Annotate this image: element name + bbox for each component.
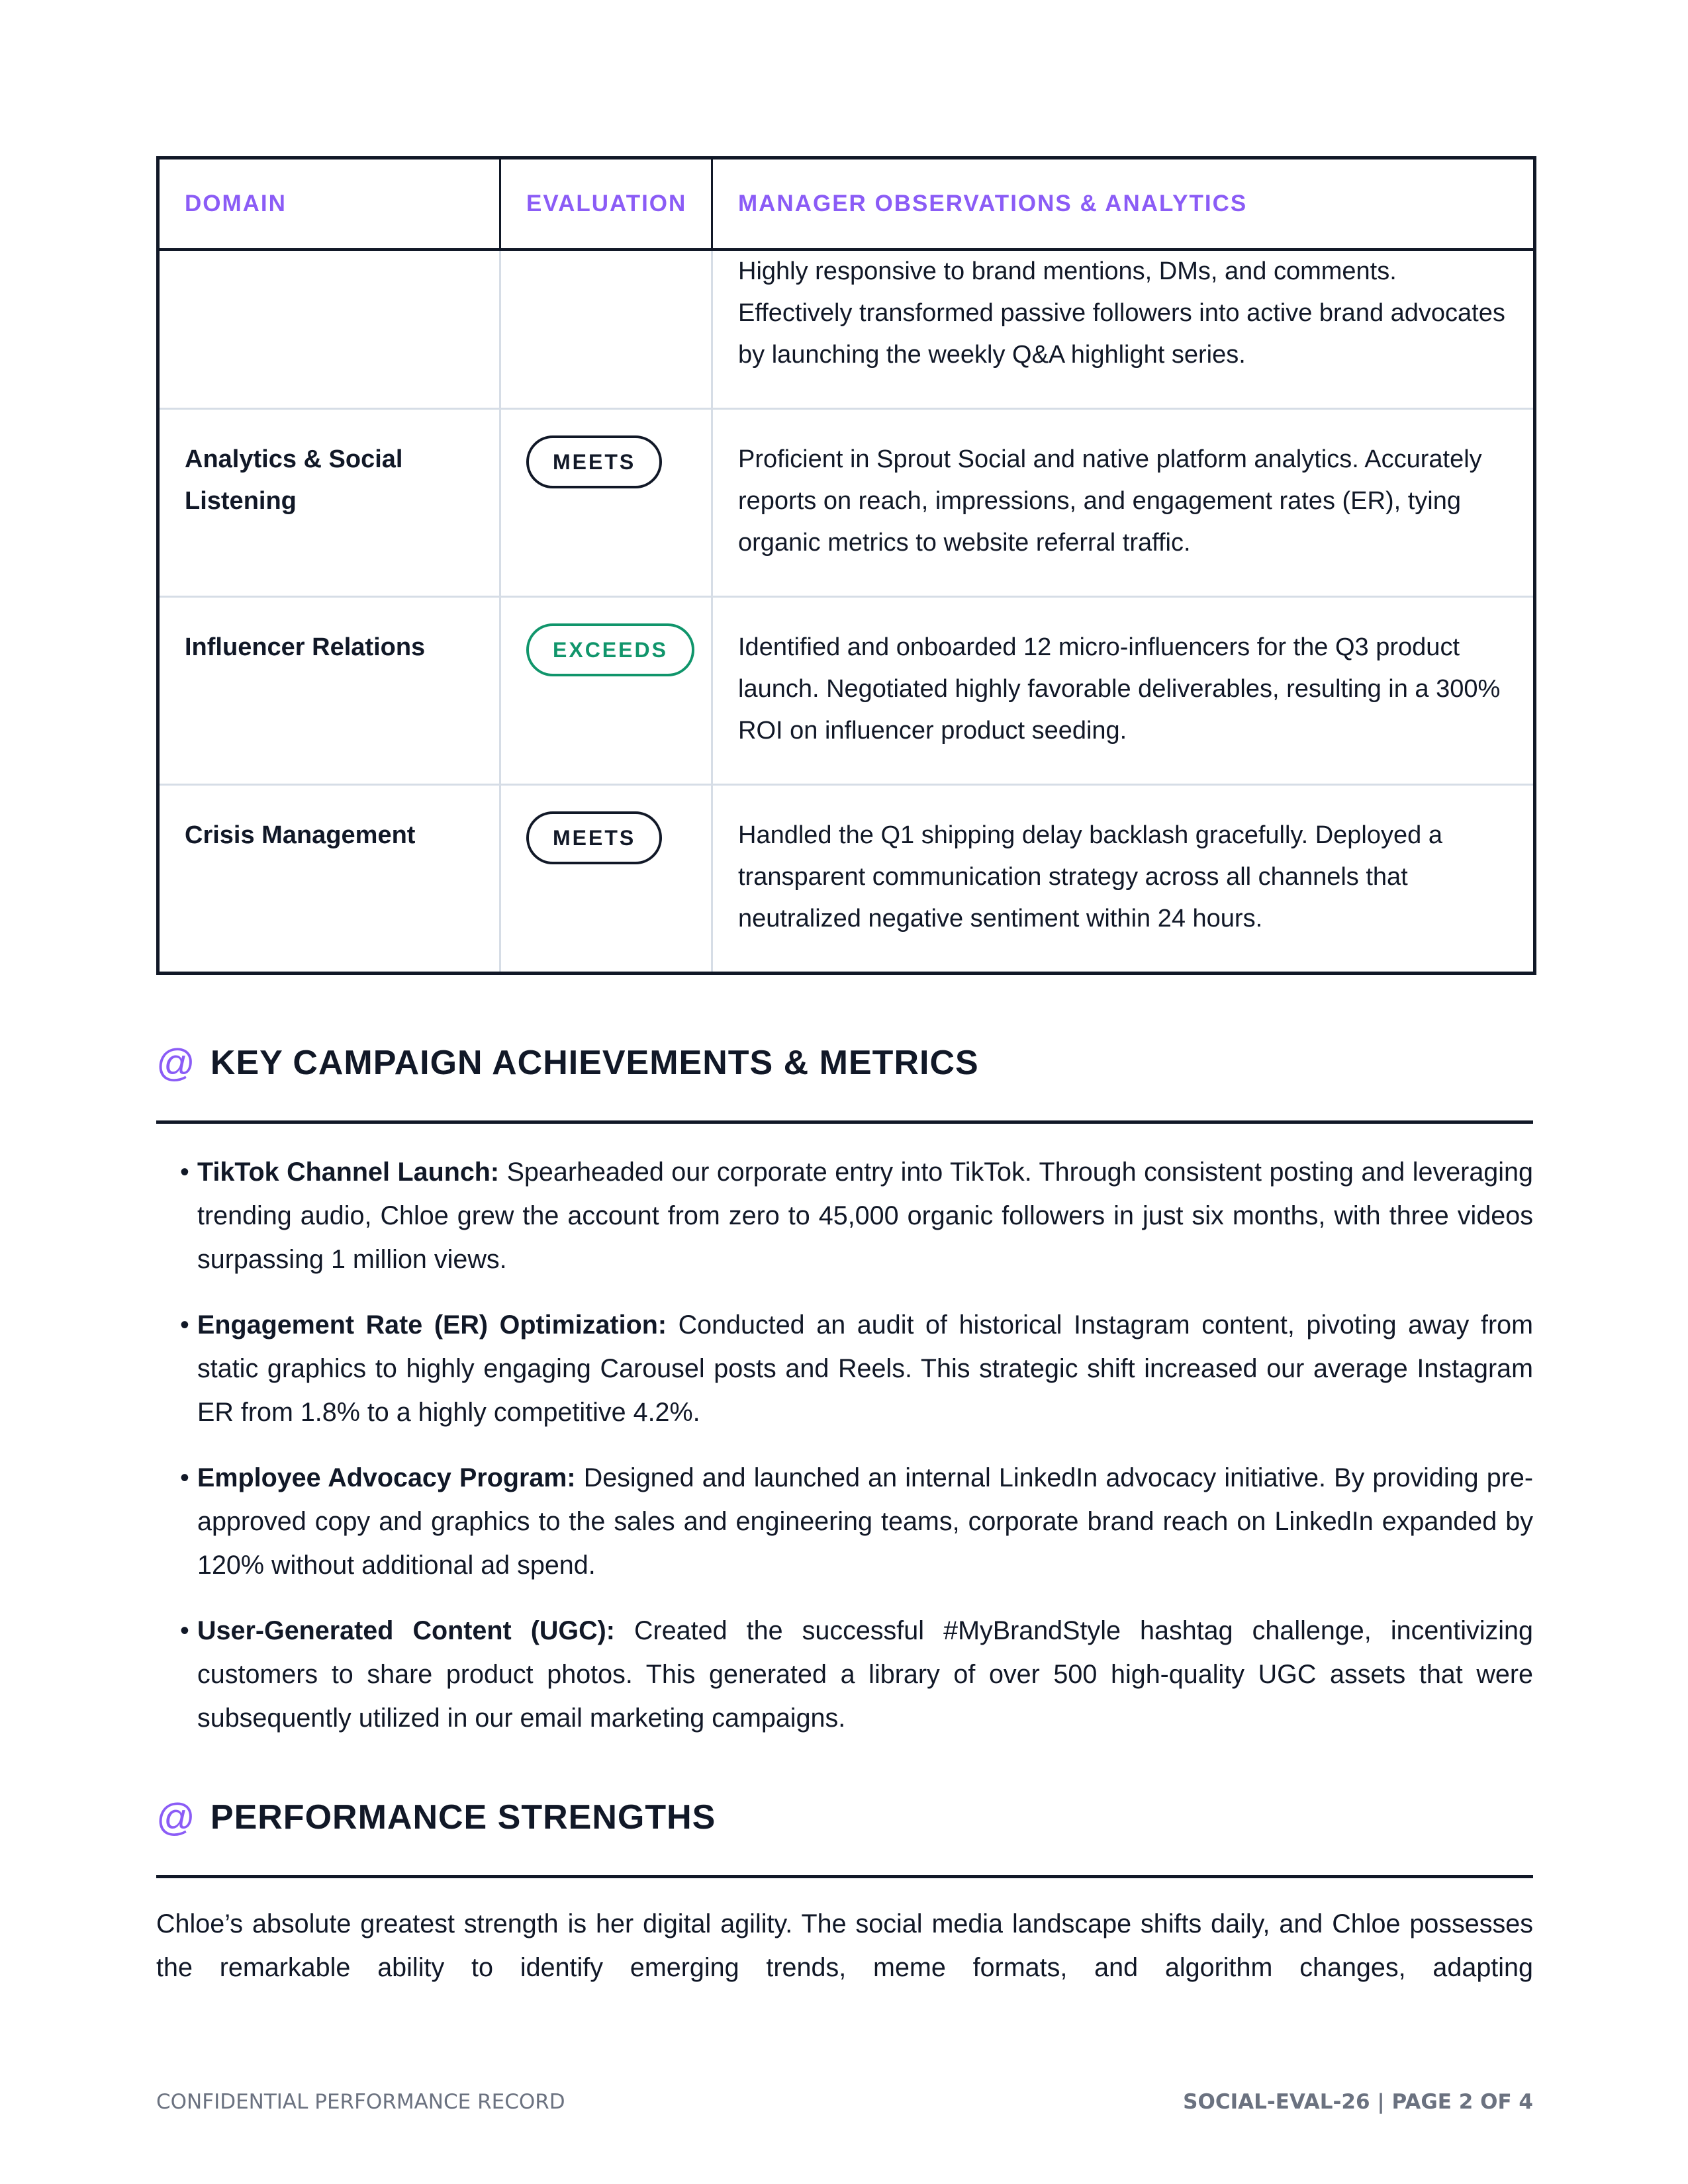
rating-cell-empty [500, 250, 712, 409]
page-footer [156, 2090, 1533, 2114]
footer-page-number: SOCIAL-EVAL-26 | PAGE 2 OF 4 [1183, 2090, 1533, 2114]
section-heading [156, 1033, 1533, 1093]
item-text: Created the successful #MyBrandStyle hashtag challenge, incentivizing customers to share product photos. This generated a library of over 500 high-quality UGC assets that were subsequently utilized in our email marketing campaigns. [197, 1616, 1533, 1733]
at-icon: @ [156, 1041, 196, 1085]
header-domain: DOMAIN [158, 158, 500, 250]
item-label: TikTok Channel Launch: [197, 1158, 500, 1187]
section-divider [156, 1120, 1533, 1124]
domain-cell-empty [158, 250, 500, 409]
domain-cell: Crisis Management [158, 785, 500, 974]
section-title: PERFORMANCE STRENGTHS [210, 1798, 716, 1837]
table-row [158, 597, 1535, 785]
observation-cell: Proficient in Sprout Social and native platform analytics. Accurately reports on reach, impressions, and engagement rates (ER), tying organic metrics to website referral traffic. [712, 409, 1535, 597]
table-row [158, 409, 1535, 597]
document-page [156, 156, 1533, 1989]
rating-badge: MEETS [526, 811, 662, 864]
achievements-section [156, 1033, 1533, 1740]
section-heading [156, 1788, 1533, 1847]
item-text: Spearheaded our corporate entry into TikTok. Through consistent posting and leveraging trending audio, Chloe grew the account from zero to 45,000 organic followers in just six months, with three videos surpassing 1 million views. [197, 1158, 1533, 1274]
strengths-paragraph: Chloe’s absolute greatest strength is her digital agility. The social media landscape shifts daily, and Chloe possesses the remarkable ability to identify emerging trends, meme formats, and algorithm changes, adapting [156, 1909, 1533, 1982]
at-icon: @ [156, 1796, 196, 1839]
achievements-list [156, 1150, 1533, 1740]
header-evaluation: EVALUATION [500, 158, 712, 250]
table-row-continued [158, 250, 1535, 409]
rating-cell [500, 409, 712, 597]
list-item [180, 1150, 1533, 1281]
observation-cell: Handled the Q1 shipping delay backlash gracefully. Deployed a transparent communication strategy across all channels that neutralized negative sentiment within 24 hours. [712, 785, 1535, 974]
table-header-row [158, 158, 1535, 250]
item-text: Conducted an audit of historical Instagram content, pivoting away from static graphics to highly engaging Carousel posts and Reels. This strategic shift increased our average Instagram ER from 1.8% to a highly competitive 4.2%. [197, 1310, 1533, 1427]
rating-cell [500, 597, 712, 785]
domain-cell: Analytics & Social Listening [158, 409, 500, 597]
item-label: User-Generated Content (UGC): [197, 1616, 615, 1645]
list-item [180, 1609, 1533, 1740]
item-label: Engagement Rate (ER) Optimization: [197, 1310, 667, 1340]
section-title: KEY CAMPAIGN ACHIEVEMENTS & METRICS [210, 1044, 979, 1082]
section-divider [156, 1875, 1533, 1878]
domain-cell: Influencer Relations [158, 597, 500, 785]
header-observations: MANAGER OBSERVATIONS & ANALYTICS [712, 158, 1535, 250]
observation-cell: Highly responsive to brand mentions, DMs, and comments. Effectively transformed passive followers into active brand advocates by launching the weekly Q&A highlight series. [712, 250, 1535, 409]
rating-cell [500, 785, 712, 974]
item-text: Designed and launched an internal LinkedIn advocacy initiative. By providing pre-approved copy and graphics to the sales and engineering teams, corporate brand reach on LinkedIn expanded by 120% without additional ad spend. [197, 1463, 1533, 1580]
item-label: Employee Advocacy Program: [197, 1463, 576, 1492]
list-item [180, 1456, 1533, 1587]
strengths-section [156, 1788, 1533, 1989]
rating-badge: MEETS [526, 435, 662, 488]
evaluation-table [156, 156, 1536, 975]
list-item [180, 1303, 1533, 1434]
rating-badge: EXCEEDS [526, 623, 694, 676]
table-row [158, 785, 1535, 974]
footer-confidential-label: CONFIDENTIAL PERFORMANCE RECORD [156, 2090, 565, 2114]
observation-cell: Identified and onboarded 12 micro-influencers for the Q3 product launch. Negotiated highly favorable deliverables, resulting in a 300% ROI on influencer product seeding. [712, 597, 1535, 785]
